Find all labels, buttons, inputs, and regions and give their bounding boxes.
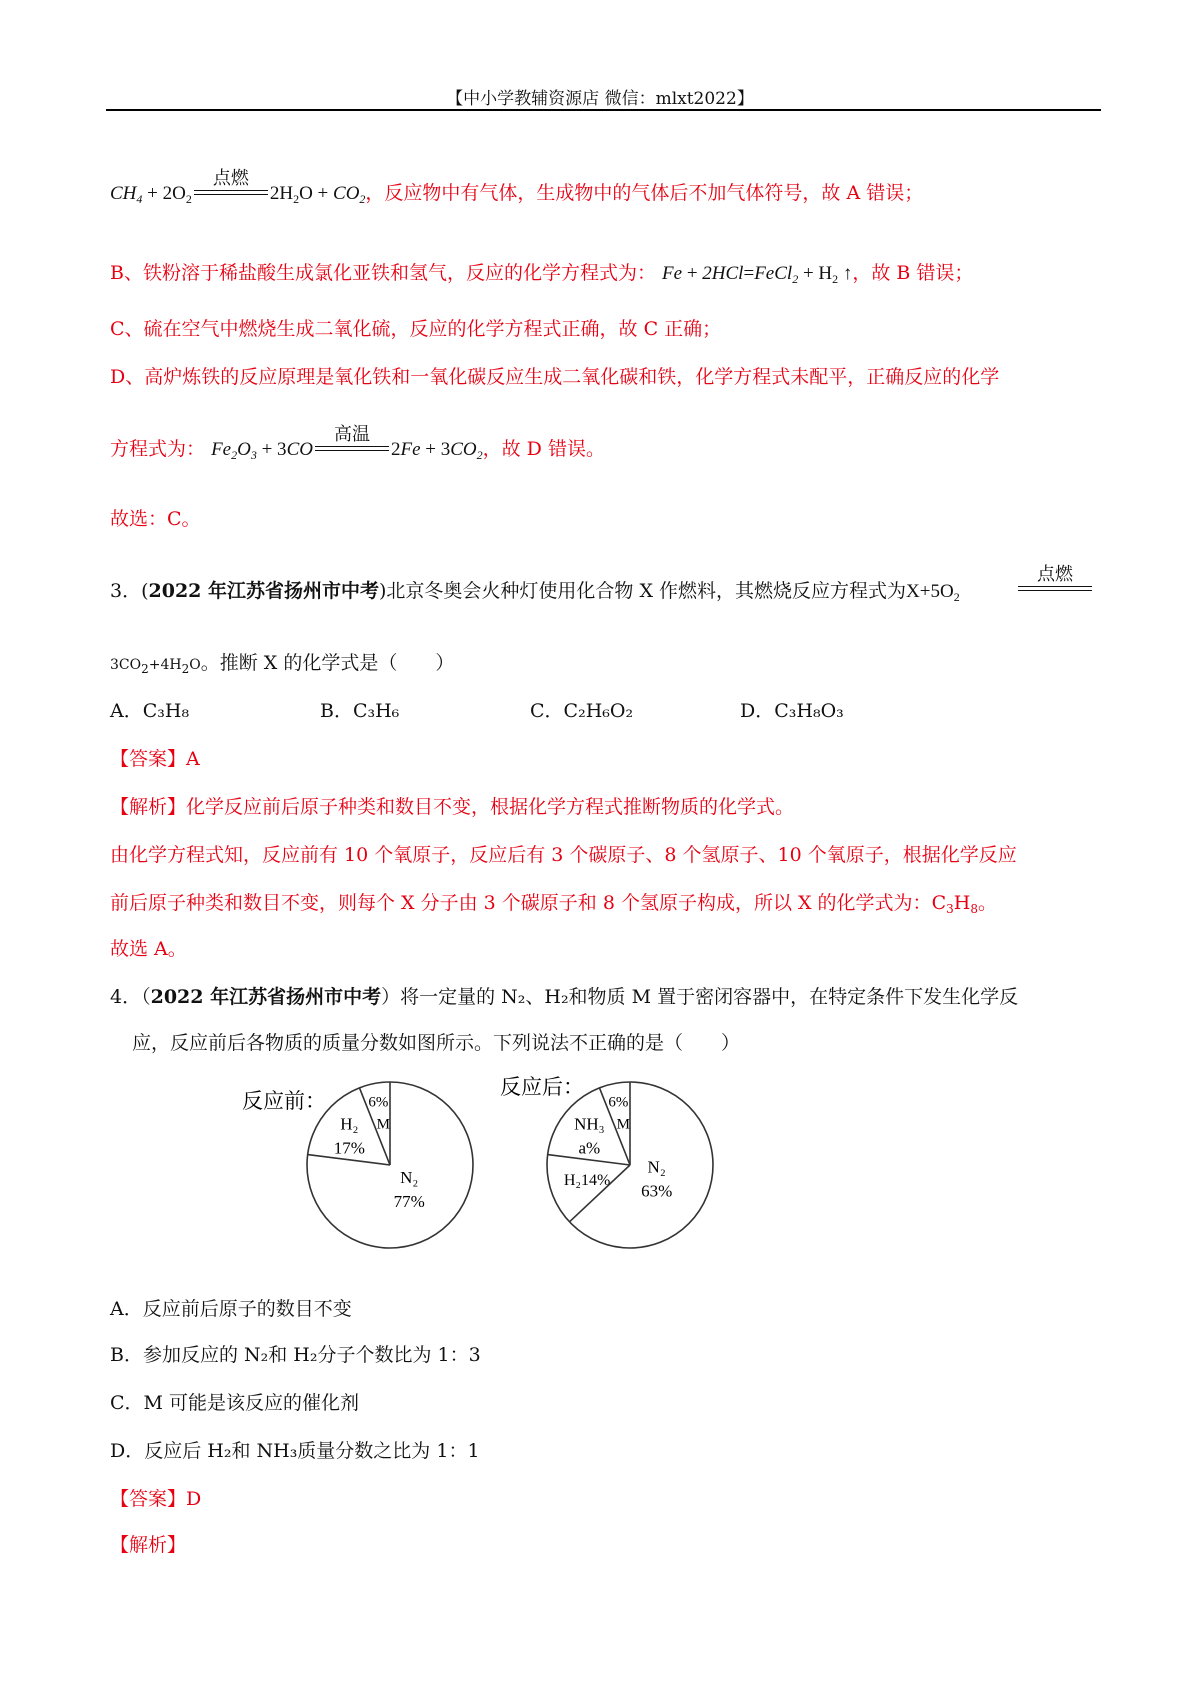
q4-answer: 【答案】D: [110, 1488, 202, 1510]
q3-stem-line1: 3．(2022 年江苏省扬州市中考)北京冬奥会火种灯使用化合物 X 作燃料，其燃烧反应方程式为$X+5O_2$: [110, 580, 960, 604]
pie-slice-value: 6%: [608, 1094, 629, 1111]
q4-stem: ）将一定量的 N₂、H₂和物质 M 置于密闭容器中，在特定条件下发生化学反: [381, 986, 1019, 1008]
q3-answer: 【答案】A: [110, 748, 200, 770]
pie-slice-value: 63%: [641, 1181, 673, 1201]
option-d-tail: ，故 D 错误。: [482, 438, 605, 460]
q3-number: 3．(: [110, 580, 149, 602]
q3-option-d: D．C₃H₈O₃: [740, 700, 844, 722]
pie-slice-value: 17%: [333, 1138, 365, 1158]
q4-option-b: B．参加反应的 N₂和 H₂分子个数比为 1：3: [110, 1344, 481, 1366]
pie-before: [307, 1082, 473, 1248]
q3-stem-tail: 。推断 X 的化学式是（ ）: [200, 652, 455, 674]
q3-analysis: 【解析】化学反应前后原子种类和数目不变，根据化学方程式推断物质的化学式。: [110, 796, 795, 818]
pie-slice-label: H₂14%: [563, 1171, 611, 1189]
option-d-explanation: D、高炉炼铁的反应原理是氧化铁和一氧化碳反应生成二氧化碳和铁，化学方程式未配平，正确反应的化学: [110, 366, 1000, 388]
option-b-tail: ，故 B 错误；: [852, 262, 974, 284]
option-a-explanation: ，反应物中有气体，生成物中的气体后不加气体符号，故 A 错误；: [365, 182, 924, 204]
q4-stem-line1: 4．（2022 年江苏省扬州市中考）将一定量的 N₂、H₂和物质 M 置于密闭容器中，在特定条件下发生化学反: [110, 986, 1019, 1008]
option-b-explanation: B、铁粉溶于稀盐酸生成氯化亚铁和氢气，反应的化学方程式为：: [110, 262, 656, 284]
equation-a-line: $CH_4 + 2O_2$ 点燃 $2H_2O + CO_2$，反应物中有气体，生成物中的气体后不加气体符号，故 A 错误；: [110, 168, 924, 206]
q3-explain-1: 由化学方程式知，反应前有 10 个氧原子，反应后有 3 个碳原子、8 个氢原子、10 个氧原子，根据化学反应: [110, 844, 1017, 866]
q3-explain-2: 前后原子种类和数目不变，则每个 X 分子由 3 个碳原子和 8 个氢原子构成，所以 X 的化学式为：$C_3H_8$。: [110, 892, 997, 916]
pie-after: [547, 1082, 713, 1248]
pie-after-title: 反应后：: [500, 1076, 584, 1099]
option-d-equation-line: 方程式为： $Fe_2O_3 + 3CO$ 高温 $2Fe + 3CO_2$，故 D 错误。: [110, 424, 605, 462]
q3-equals-sign: [1018, 586, 1092, 591]
q4-option-d: D．反应后 H₂和 NH₃质量分数之比为 1：1: [110, 1440, 480, 1462]
pie-slice-value: 6%: [368, 1094, 389, 1111]
q3-option-c: C．C₂H₆O₂: [530, 700, 634, 722]
q3-option-a: A．C₃H₈: [110, 700, 190, 722]
condition-ignite: 点燃: [194, 184, 268, 204]
option-d-equation-label: 方程式为：: [110, 438, 206, 460]
q4-option-a: A．反应前后原子的数目不变: [110, 1298, 352, 1320]
q4-source: 2022 年江苏省扬州市中考: [150, 986, 382, 1008]
q3-stem-line2: $3CO_2+4H_2O$。推断 X 的化学式是（ ）: [110, 652, 455, 676]
prev-select: 故选：C。: [110, 508, 201, 530]
q3-source: 2022 年江苏省扬州市中考: [148, 580, 380, 602]
option-b-line: B、铁粉溶于稀盐酸生成氯化亚铁和氢气，反应的化学方程式为： Fe + 2HCl=FeCl$_2$ + $H_2$ ↑，故 B 错误；: [110, 262, 974, 286]
pie-slice-label: H₂: [340, 1114, 359, 1134]
header-rule: [106, 109, 1101, 111]
q3-option-b: B．C₃H₆: [320, 700, 400, 722]
page-header: 【中小学教辅资源店 微信：mlxt2022】: [446, 89, 754, 109]
q3-stem: )北京冬奥会火种灯使用化合物 X 作燃料，其燃烧反应方程式为: [379, 580, 907, 602]
pie-slice-label: NH₃: [574, 1114, 605, 1134]
pie-slice-label: N₂: [400, 1167, 419, 1187]
q4-stem-line2: 应，反应前后各物质的质量分数如图所示。下列说法不正确的是（ ）: [132, 1032, 741, 1054]
condition-high-temp: 高温: [315, 440, 389, 460]
pie-slice-value: a%: [578, 1138, 601, 1158]
option-c-explanation: C、硫在空气中燃烧生成二氧化硫，反应的化学方程式正确，故 C 正确；: [110, 318, 722, 340]
pie-slice-value: 77%: [393, 1191, 425, 1211]
pie-slice-label: M: [616, 1116, 631, 1133]
q3-select: 故选 A。: [110, 938, 187, 960]
pie-slice-label: M: [376, 1116, 391, 1133]
q3-condition: 点燃: [1037, 564, 1073, 585]
pie-slice-label: N₂: [647, 1157, 666, 1177]
q4-option-c: C．M 可能是该反应的催化剂: [110, 1392, 360, 1414]
q4-analysis-label: 【解析】: [110, 1534, 187, 1556]
pie-charts: [230, 1070, 750, 1270]
pie-before-title: 反应前：: [242, 1090, 326, 1113]
